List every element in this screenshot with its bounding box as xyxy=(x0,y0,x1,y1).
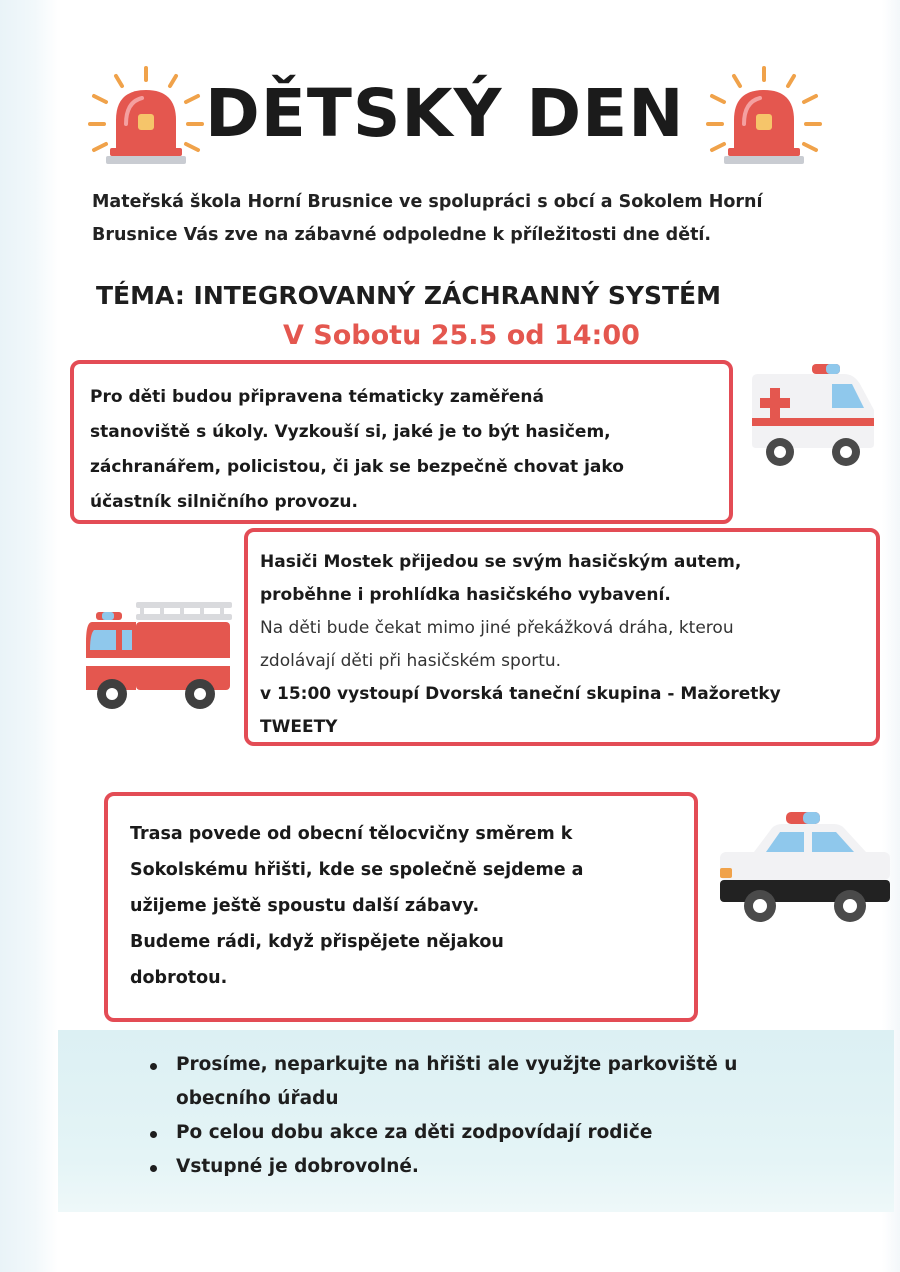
box-line: Trasa povede od obecní tělocvičny směrem k xyxy=(130,824,573,844)
box-line: Hasiči Mostek přijedou se svým hasičským autem, xyxy=(260,552,742,572)
box-line: účastník silničního provozu. xyxy=(90,492,358,512)
box-line: užijeme ještě spoustu další zábavy. xyxy=(130,896,480,916)
paper-edge-left xyxy=(0,0,58,1272)
notice-item: Vstupné je dobrovolné. xyxy=(150,1150,870,1184)
box-line: Na děti bude čekat mimo jiné překážková dráha, kterou xyxy=(260,618,734,638)
notice-item-continuation: obecního úřadu xyxy=(176,1088,339,1109)
notice-list xyxy=(150,1048,870,1184)
box-line: TWEETY xyxy=(260,717,338,737)
page-title: DĚTSKÝ DEN xyxy=(205,75,685,152)
box-line: stanoviště s úkoly. Vyzkouší si, jaké je to být hasičem, xyxy=(90,422,611,442)
police-car-icon xyxy=(716,808,894,930)
notice-item: Prosíme, neparkujte na hřišti ale využjte parkoviště u xyxy=(150,1048,870,1082)
box-line: záchranářem, policistou, či jak se bezpečně chovat jako xyxy=(90,457,624,477)
intro-line: Mateřská škola Horní Brusnice ve spolupráci s obcí a Sokolem Horní xyxy=(92,192,763,212)
intro-line: Brusnice Vás zve na zábavné odpoledne k příležitosti dne dětí. xyxy=(92,225,712,245)
route-box xyxy=(104,792,698,1022)
bullet-icon xyxy=(150,1063,157,1070)
intro-text xyxy=(92,186,852,252)
box-line: proběhne i prohlídka hasičského vybavení. xyxy=(260,585,671,605)
notice-item: Po celou dobu akce za děti zodpovídají rodiče xyxy=(150,1116,870,1150)
box-line: Pro děti budou připravena tématicky zaměřená xyxy=(90,387,544,407)
box-line: dobrotou. xyxy=(130,968,228,988)
bullet-icon xyxy=(150,1165,157,1172)
box-line: Budeme rádi, když přispějete nějakou xyxy=(130,932,504,952)
firefighters-box xyxy=(244,528,880,746)
event-date: V Sobotu 25.5 od 14:00 xyxy=(283,320,640,351)
activities-box xyxy=(70,360,733,524)
box-line: zdolávají děti při hasičském sportu. xyxy=(260,651,562,671)
ambulance-icon xyxy=(748,360,878,472)
bullet-icon xyxy=(150,1131,157,1138)
siren-icon xyxy=(86,62,206,172)
fire-truck-icon xyxy=(82,598,234,716)
box-line: v 15:00 vystoupí Dvorská taneční skupina - Mažoretky xyxy=(260,684,781,704)
notice-section xyxy=(58,1030,894,1212)
theme-heading: TÉMA: INTEGROVANNÝ ZÁCHRANNÝ SYSTÉM xyxy=(96,281,721,310)
box-line: Sokolskému hřišti, kde se společně sejdeme a xyxy=(130,860,584,880)
siren-icon xyxy=(704,62,824,172)
